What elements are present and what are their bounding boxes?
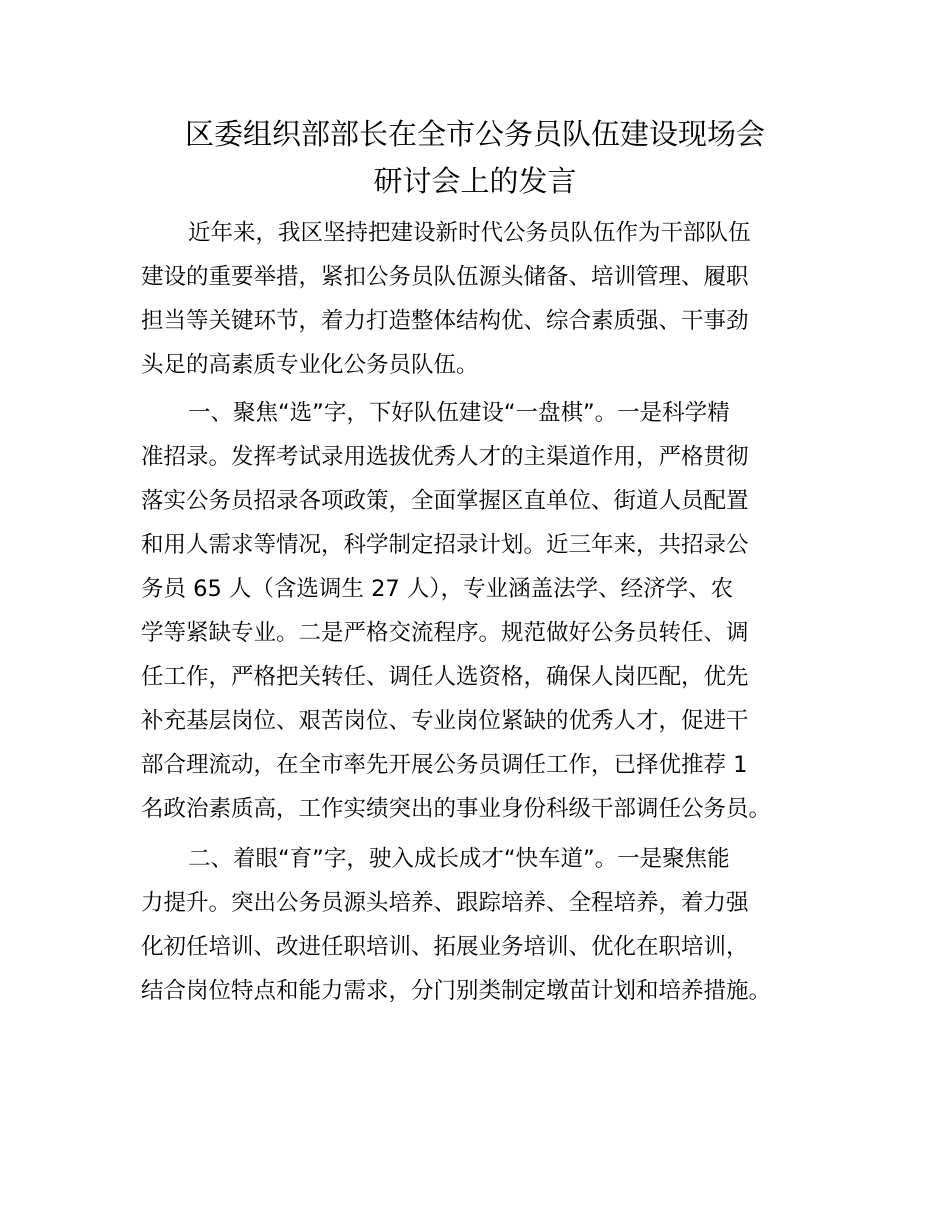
paragraph-line: 力提升。突出公务员源头培养、跟踪培养、全程培养，着力强	[141, 890, 749, 916]
paragraph-line: 部合理流动，在全市率先开展公务员调任工作，已择优推荐 1	[141, 752, 748, 778]
paragraph-line: 学等紧缺专业。二是严格交流程序。规范做好公务员转任、调	[141, 620, 749, 646]
paragraph-line: 落实公务员招录各项政策，全面掌握区直单位、街道人员配置	[141, 488, 749, 514]
document-title-line-1: 区委组织部部长在全市公务员队伍建设现场会	[184, 117, 765, 151]
paragraph-line: 二、着眼“育”字，驶入成长成才“快车道”。一是聚焦能	[188, 846, 730, 872]
paragraph-line: 担当等关键环节，着力打造整体结构优、综合素质强、干事劲	[141, 308, 749, 334]
paragraph-line: 任工作，严格把关转任、调任人选资格，确保人岗匹配，优先	[141, 664, 749, 690]
document-title-line-2: 研讨会上的发言	[373, 164, 577, 198]
paragraph-line: 建设的重要举措，紧扣公务员队伍源头储备、培训管理、履职	[141, 264, 749, 290]
paragraph-line: 补充基层岗位、艰苦岗位、专业岗位紧缺的优秀人才，促进干	[141, 708, 749, 734]
paragraph-line: 结合岗位特点和能力需求，分门别类制定墩苗计划和培养措施。	[141, 978, 772, 1004]
paragraph-line: 准招录。发挥考试录用选拔优秀人才的主渠道作用，严格贯彻	[141, 444, 749, 470]
paragraph-line: 化初任培训、改进任职培训、拓展业务培训、优化在职培训，	[141, 934, 749, 960]
paragraph-line: 和用人需求等情况，科学制定招录计划。近三年来，共招录公	[141, 532, 749, 558]
paragraph-line: 一、聚焦“选”字，下好队伍建设“一盘棋”。一是科学精	[188, 400, 730, 426]
paragraph-line: 近年来，我区坚持把建设新时代公务员队伍作为干部队伍	[188, 220, 751, 246]
paragraph-line: 名政治素质高，工作实绩突出的事业身份科级干部调任公务员。	[141, 796, 772, 822]
paragraph-line: 头足的高素质专业化公务员队伍。	[141, 352, 479, 378]
paragraph-line: 务员 65 人（含选调生 27 人），专业涵盖法学、经济学、农	[141, 576, 734, 602]
